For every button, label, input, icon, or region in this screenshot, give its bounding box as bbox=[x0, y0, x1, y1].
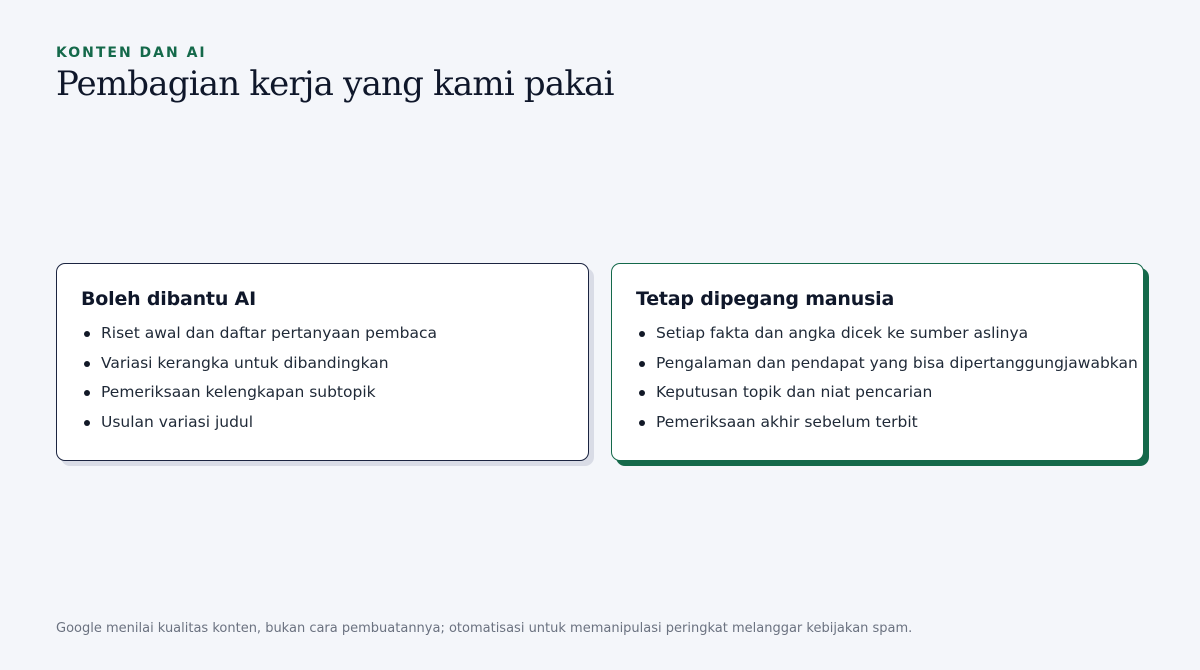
list-item bbox=[81, 349, 564, 379]
list-item-text: Setiap fakta dan angka dicek ke sumber aslinya bbox=[656, 324, 1029, 342]
ai-assisted-list bbox=[81, 319, 564, 437]
list-item bbox=[81, 378, 564, 408]
bullet-icon bbox=[84, 390, 90, 396]
bullet-icon bbox=[639, 420, 645, 426]
list-item-text: Usulan variasi judul bbox=[101, 412, 254, 431]
bullet-icon bbox=[639, 361, 645, 367]
list-item bbox=[81, 408, 564, 438]
page-title: Pembagian kerja yang kami pakai bbox=[56, 64, 614, 104]
bullet-icon bbox=[84, 331, 90, 337]
bullet-icon bbox=[84, 361, 90, 367]
list-item bbox=[636, 378, 1119, 408]
list-item bbox=[636, 408, 1119, 438]
list-item-text: Riset awal dan daftar pertanyaan pembaca bbox=[101, 324, 437, 342]
list-item bbox=[636, 349, 1138, 379]
bullet-icon bbox=[84, 420, 90, 426]
bullet-icon bbox=[639, 331, 645, 337]
eyebrow-label: KONTEN DAN AI bbox=[56, 45, 207, 61]
footnote: Google menilai kualitas konten, bukan cara pembuatannya; otomatisasi untuk memanipulasi peringkat melanggar kebijakan spam. bbox=[56, 621, 913, 636]
list-item-text: Pemeriksaan kelengkapan subtopik bbox=[101, 383, 376, 401]
human-handled-card-title: Tetap dipegang manusia bbox=[636, 288, 895, 310]
list-item bbox=[81, 319, 564, 349]
ai-assisted-card-title: Boleh dibantu AI bbox=[81, 288, 256, 310]
human-handled-list bbox=[636, 319, 1138, 437]
human-handled-card bbox=[611, 263, 1144, 461]
list-item-text: Keputusan topik dan niat pencarian bbox=[656, 383, 933, 401]
list-item-text: Pengalaman dan pendapat yang bisa dipertanggungjawabkan bbox=[656, 353, 1138, 372]
list-item-text: Variasi kerangka untuk dibandingkan bbox=[101, 353, 389, 372]
bullet-icon bbox=[639, 390, 645, 396]
list-item-text: Pemeriksaan akhir sebelum terbit bbox=[656, 412, 918, 431]
ai-assisted-card bbox=[56, 263, 589, 461]
list-item bbox=[636, 319, 1119, 349]
